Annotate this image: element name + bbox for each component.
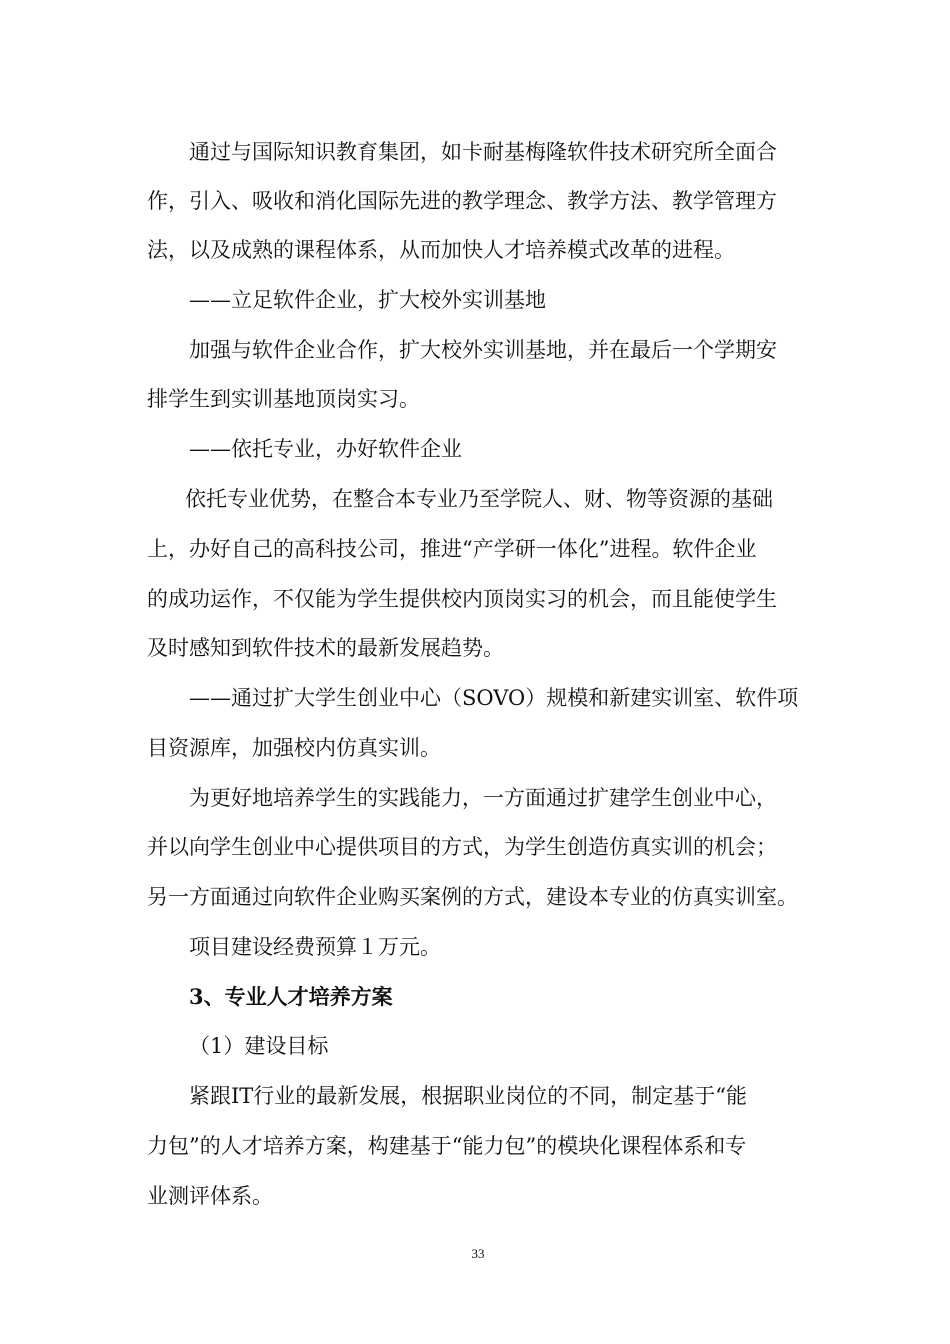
section-heading: ——立足软件企业，扩大校外实训基地 [189, 288, 546, 312]
paragraph-line: 上，办好自己的高科技公司，推进“产学研一体化”进程。软件企业 [147, 537, 757, 561]
paragraph-line: 及时感知到软件技术的最新发展趋势。 [147, 636, 504, 660]
paragraph-line: 通过与国际知识教育集团，如卡耐基梅隆软件技术研究所全面合 [189, 140, 777, 164]
subheading: （1）建设目标 [189, 1034, 329, 1058]
paragraph-line: 力包”的人才培养方案，构建基于“能力包”的模块化课程体系和专 [147, 1134, 747, 1158]
paragraph-line: 另一方面通过向软件企业购买案例的方式，建设本专业的仿真实训室。 [147, 885, 798, 909]
page-number: 33 [471, 1246, 485, 1261]
paragraph-line: 排学生到实训基地顶岗实习。 [147, 387, 420, 411]
numbered-heading: 3、专业人才培养方案 [189, 984, 393, 1009]
section-heading: ——通过扩大学生创业中心（SOVO）规模和新建实训室、软件项 [189, 686, 799, 710]
paragraph-line: 业测评体系。 [147, 1184, 273, 1208]
paragraph-line: 法，以及成熟的课程体系，从而加快人才培养模式改革的进程。 [147, 238, 735, 262]
paragraph-line: 依托专业优势，在整合本专业乃至学院人、财、物等资源的基础 [185, 487, 773, 511]
paragraph-line: 紧跟IT行业的最新发展，根据职业岗位的不同，制定基于“能 [189, 1084, 748, 1108]
section-heading: ——依托专业，办好软件企业 [189, 437, 462, 461]
paragraph-line: 目资源库，加强校内仿真实训。 [147, 736, 441, 760]
paragraph-line: 的成功运作，不仅能为学生提供校内顶岗实习的机会，而且能使学生 [147, 587, 777, 611]
paragraph-line: 作，引入、吸收和消化国际先进的教学理念、教学方法、教学管理方 [147, 189, 777, 213]
paragraph-line: 项目建设经费预算１万元。 [189, 935, 441, 959]
paragraph-line: 加强与软件企业合作，扩大校外实训基地，并在最后一个学期安 [189, 338, 777, 362]
paragraph-line: 为更好地培养学生的实践能力，一方面通过扩建学生创业中心， [189, 786, 777, 810]
paragraph-line: 并以向学生创业中心提供项目的方式，为学生创造仿真实训的机会； [147, 835, 777, 859]
